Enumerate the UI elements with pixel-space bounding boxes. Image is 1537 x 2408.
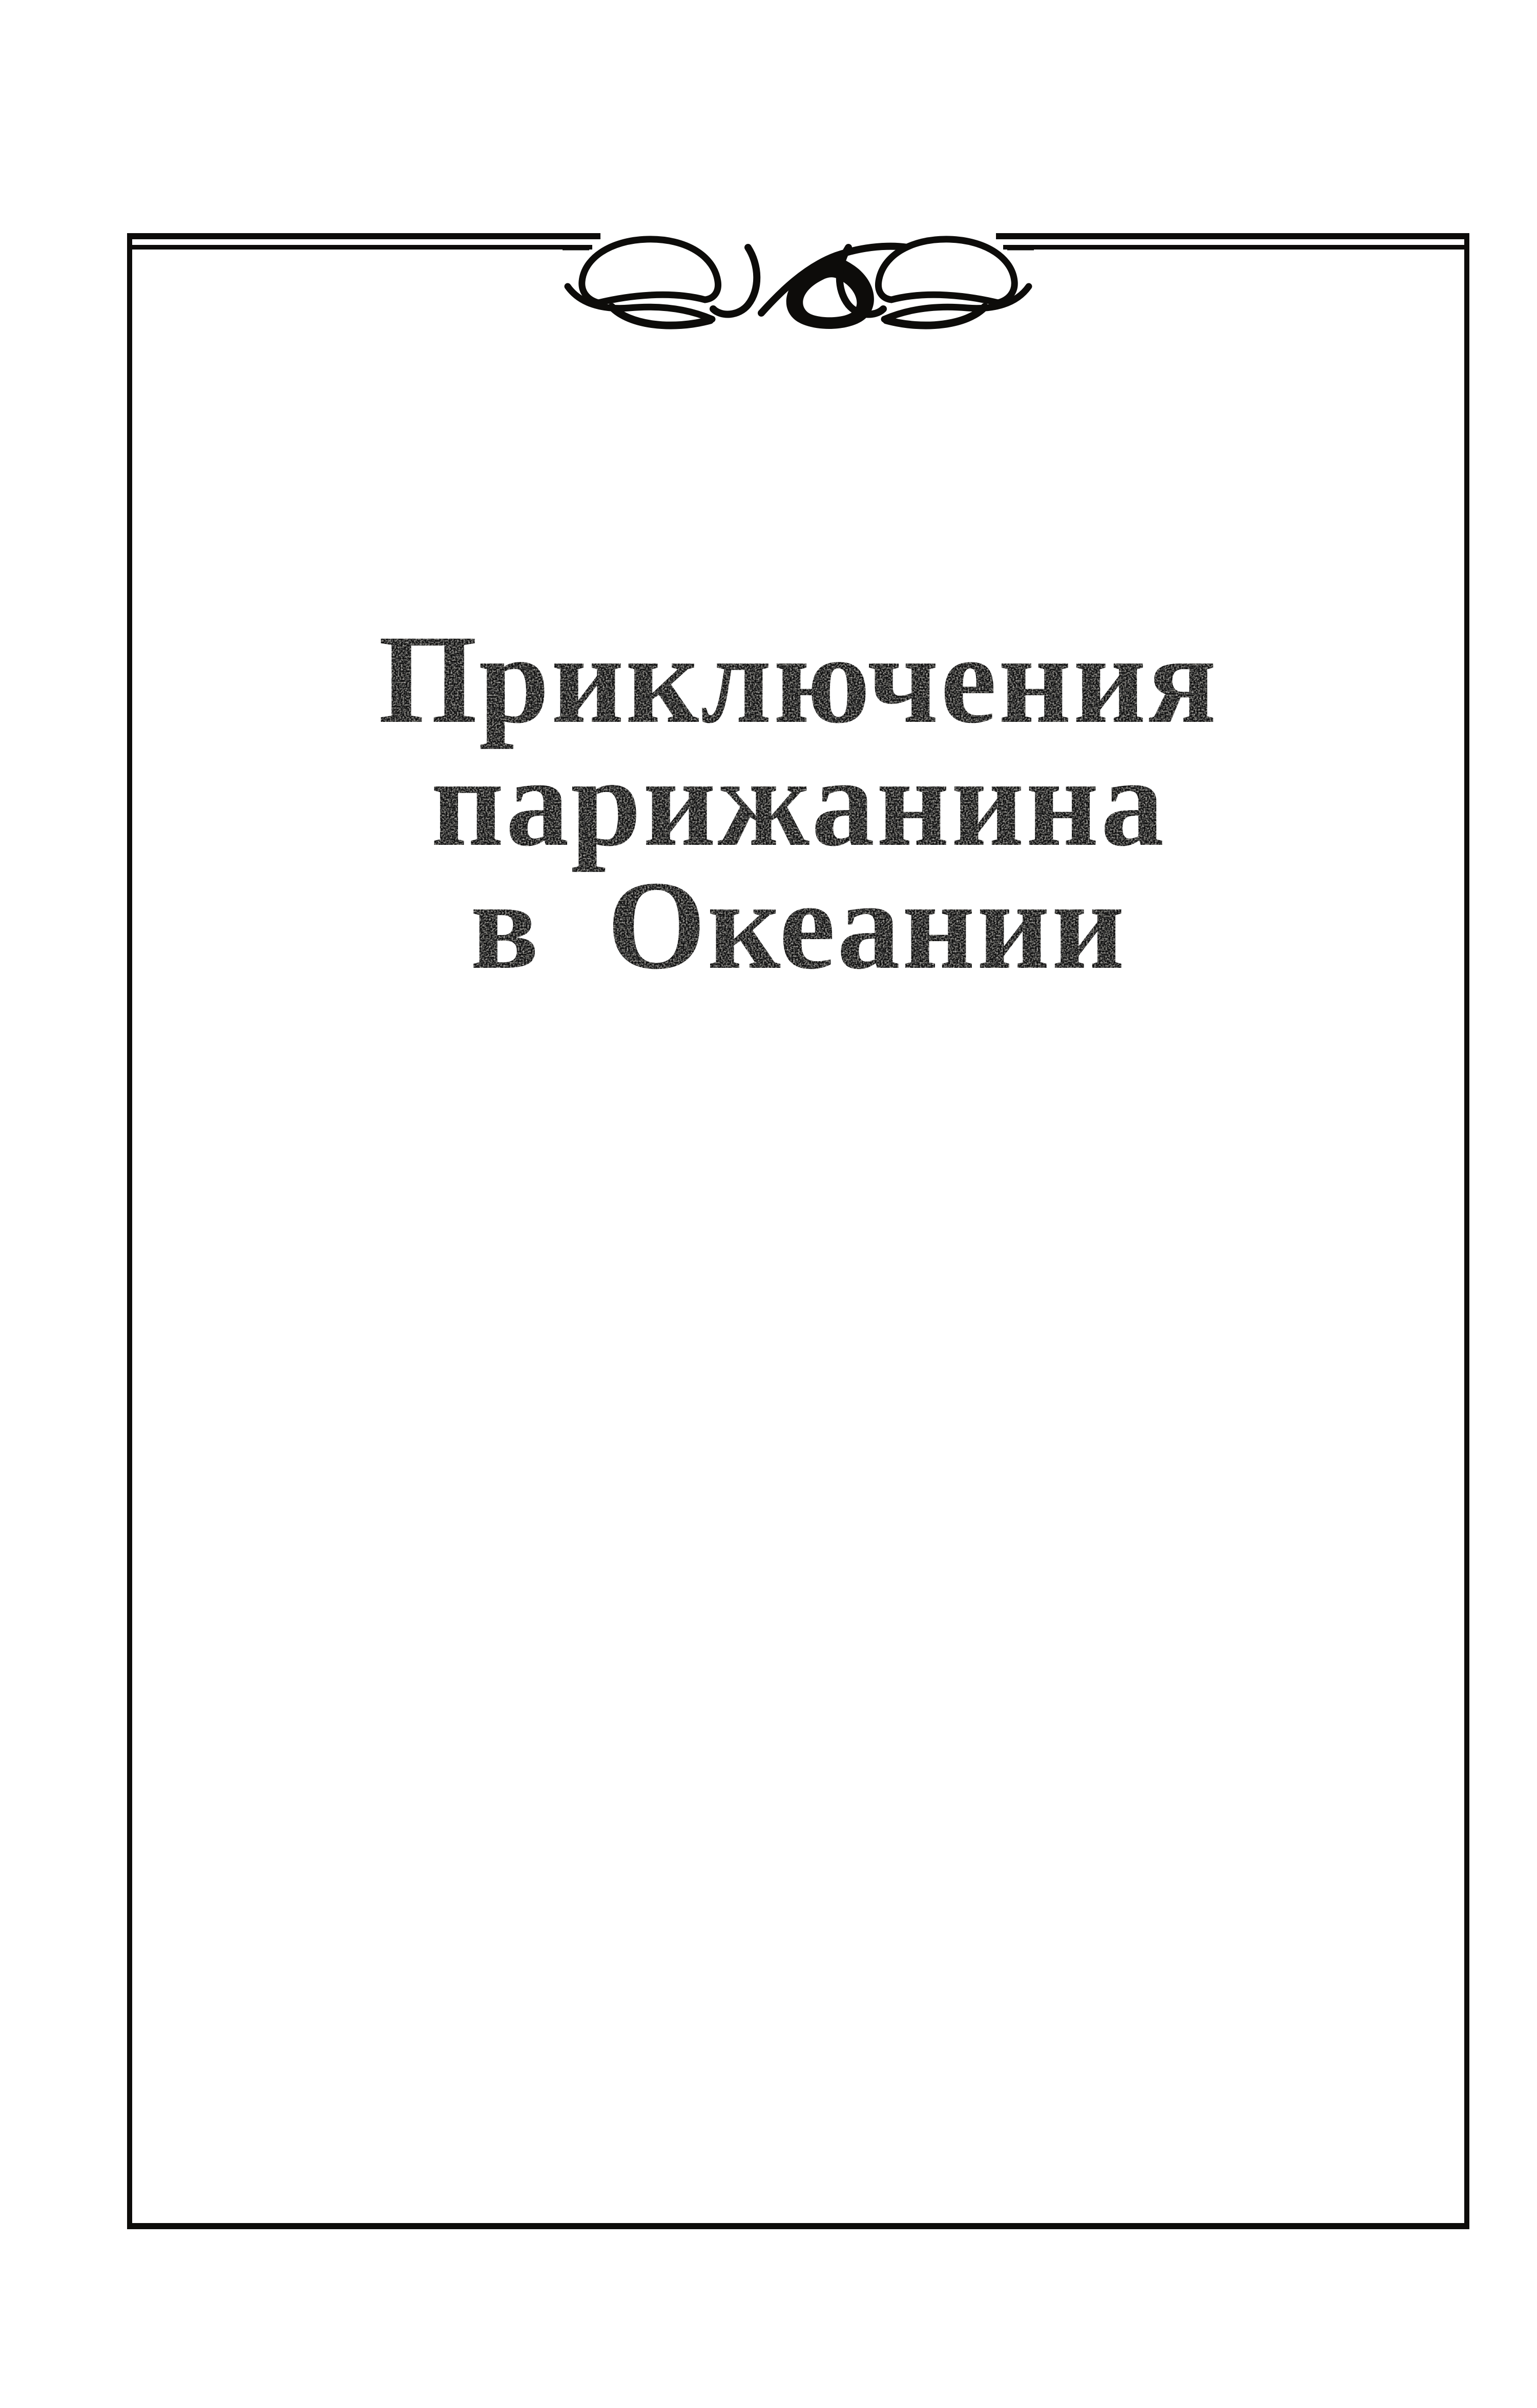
art-nouveau-leaf-ornament-icon: [563, 232, 1034, 335]
title-page-frame: [127, 233, 1469, 2229]
book-title-line-1: Приключения: [378, 609, 1218, 750]
book-title-line-2: парижанина: [430, 732, 1166, 873]
book-title: [132, 609, 1464, 995]
book-title-line-3: в Океании: [470, 855, 1127, 995]
